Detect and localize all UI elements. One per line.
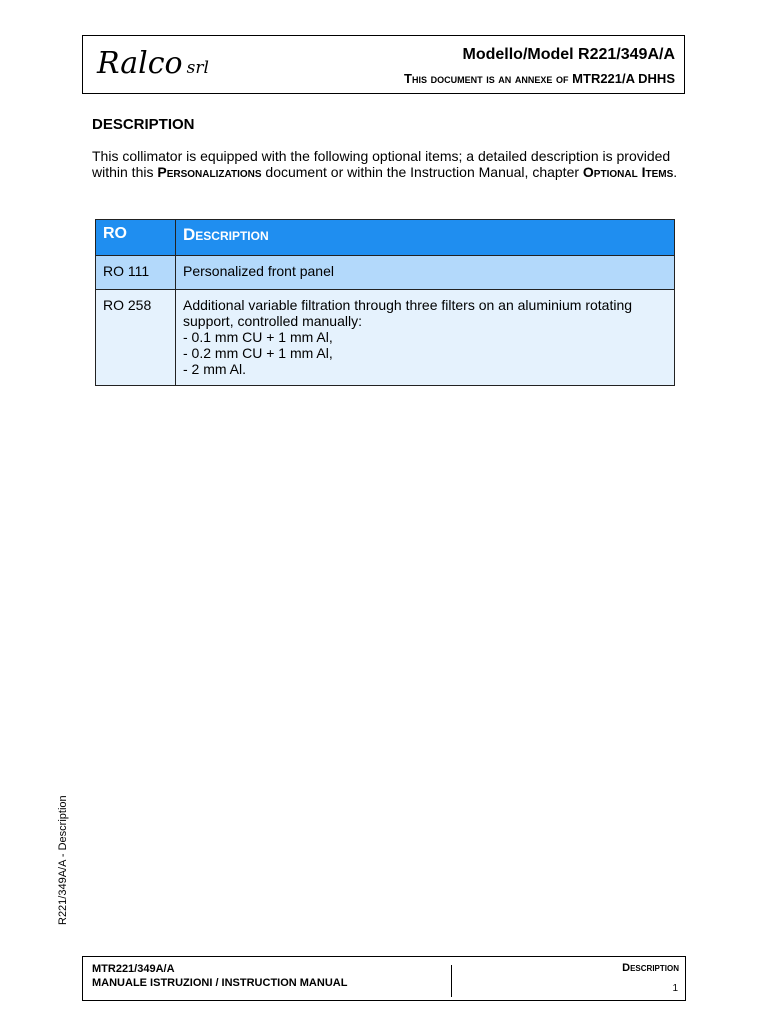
model-title: Modello/Model R221/349A/A [462,46,675,63]
annex-doc: MTR221/A DHHS [572,71,675,86]
intro-term-optional-items: Optional Items [582,164,674,180]
intro-end: . [673,164,678,180]
annex-line [404,71,675,86]
ro-code-cell: RO 258 [96,290,176,386]
ro-description-cell [176,290,675,386]
intro-paragraph [92,148,682,180]
table-row [96,256,675,290]
footer-section-name: Description [622,962,679,974]
annex-prefix: This document is an annexe of [404,71,569,86]
table-header-row [96,220,675,256]
column-header-ro: RO [96,220,176,256]
description-line: - 2 mm Al. [183,361,247,377]
description-line: - 0.1 mm CU + 1 mm Al, [183,329,333,345]
logo-suffix: srl [186,58,209,78]
footer-doc-code: MTR221/349A/A [92,963,175,975]
description-line: Additional variable filtration through three filters on an aluminium rotating support, controlled manually: [183,297,633,329]
company-logo [97,46,209,86]
vertical-side-label: R221/349A/A - Description [57,795,69,925]
column-header-description: Description [176,220,675,256]
optional-items-table [95,219,675,386]
intro-text-2: document or within the Instruction Manual, chapter [265,164,580,180]
table-row [96,290,675,386]
footer-manual-title: MANUALE ISTRUZIONI / INSTRUCTION MANUAL [92,977,348,989]
ro-description-cell [176,256,675,290]
footer-divider [451,965,452,997]
description-line: - 0.2 mm CU + 1 mm Al, [183,345,333,361]
page-header [82,35,685,94]
intro-text-1: This collimator is equipped with the following optional items; a detailed description is provided within this [92,148,671,180]
section-heading: DESCRIPTION [92,116,195,133]
logo-name: Ralco [97,46,183,81]
ro-code-cell: RO 111 [96,256,176,290]
page-number: 1 [672,983,678,994]
page-footer [82,956,686,1001]
description-line: Personalized front panel [183,263,334,279]
intro-term-personalizations: Personalizations [157,164,262,180]
